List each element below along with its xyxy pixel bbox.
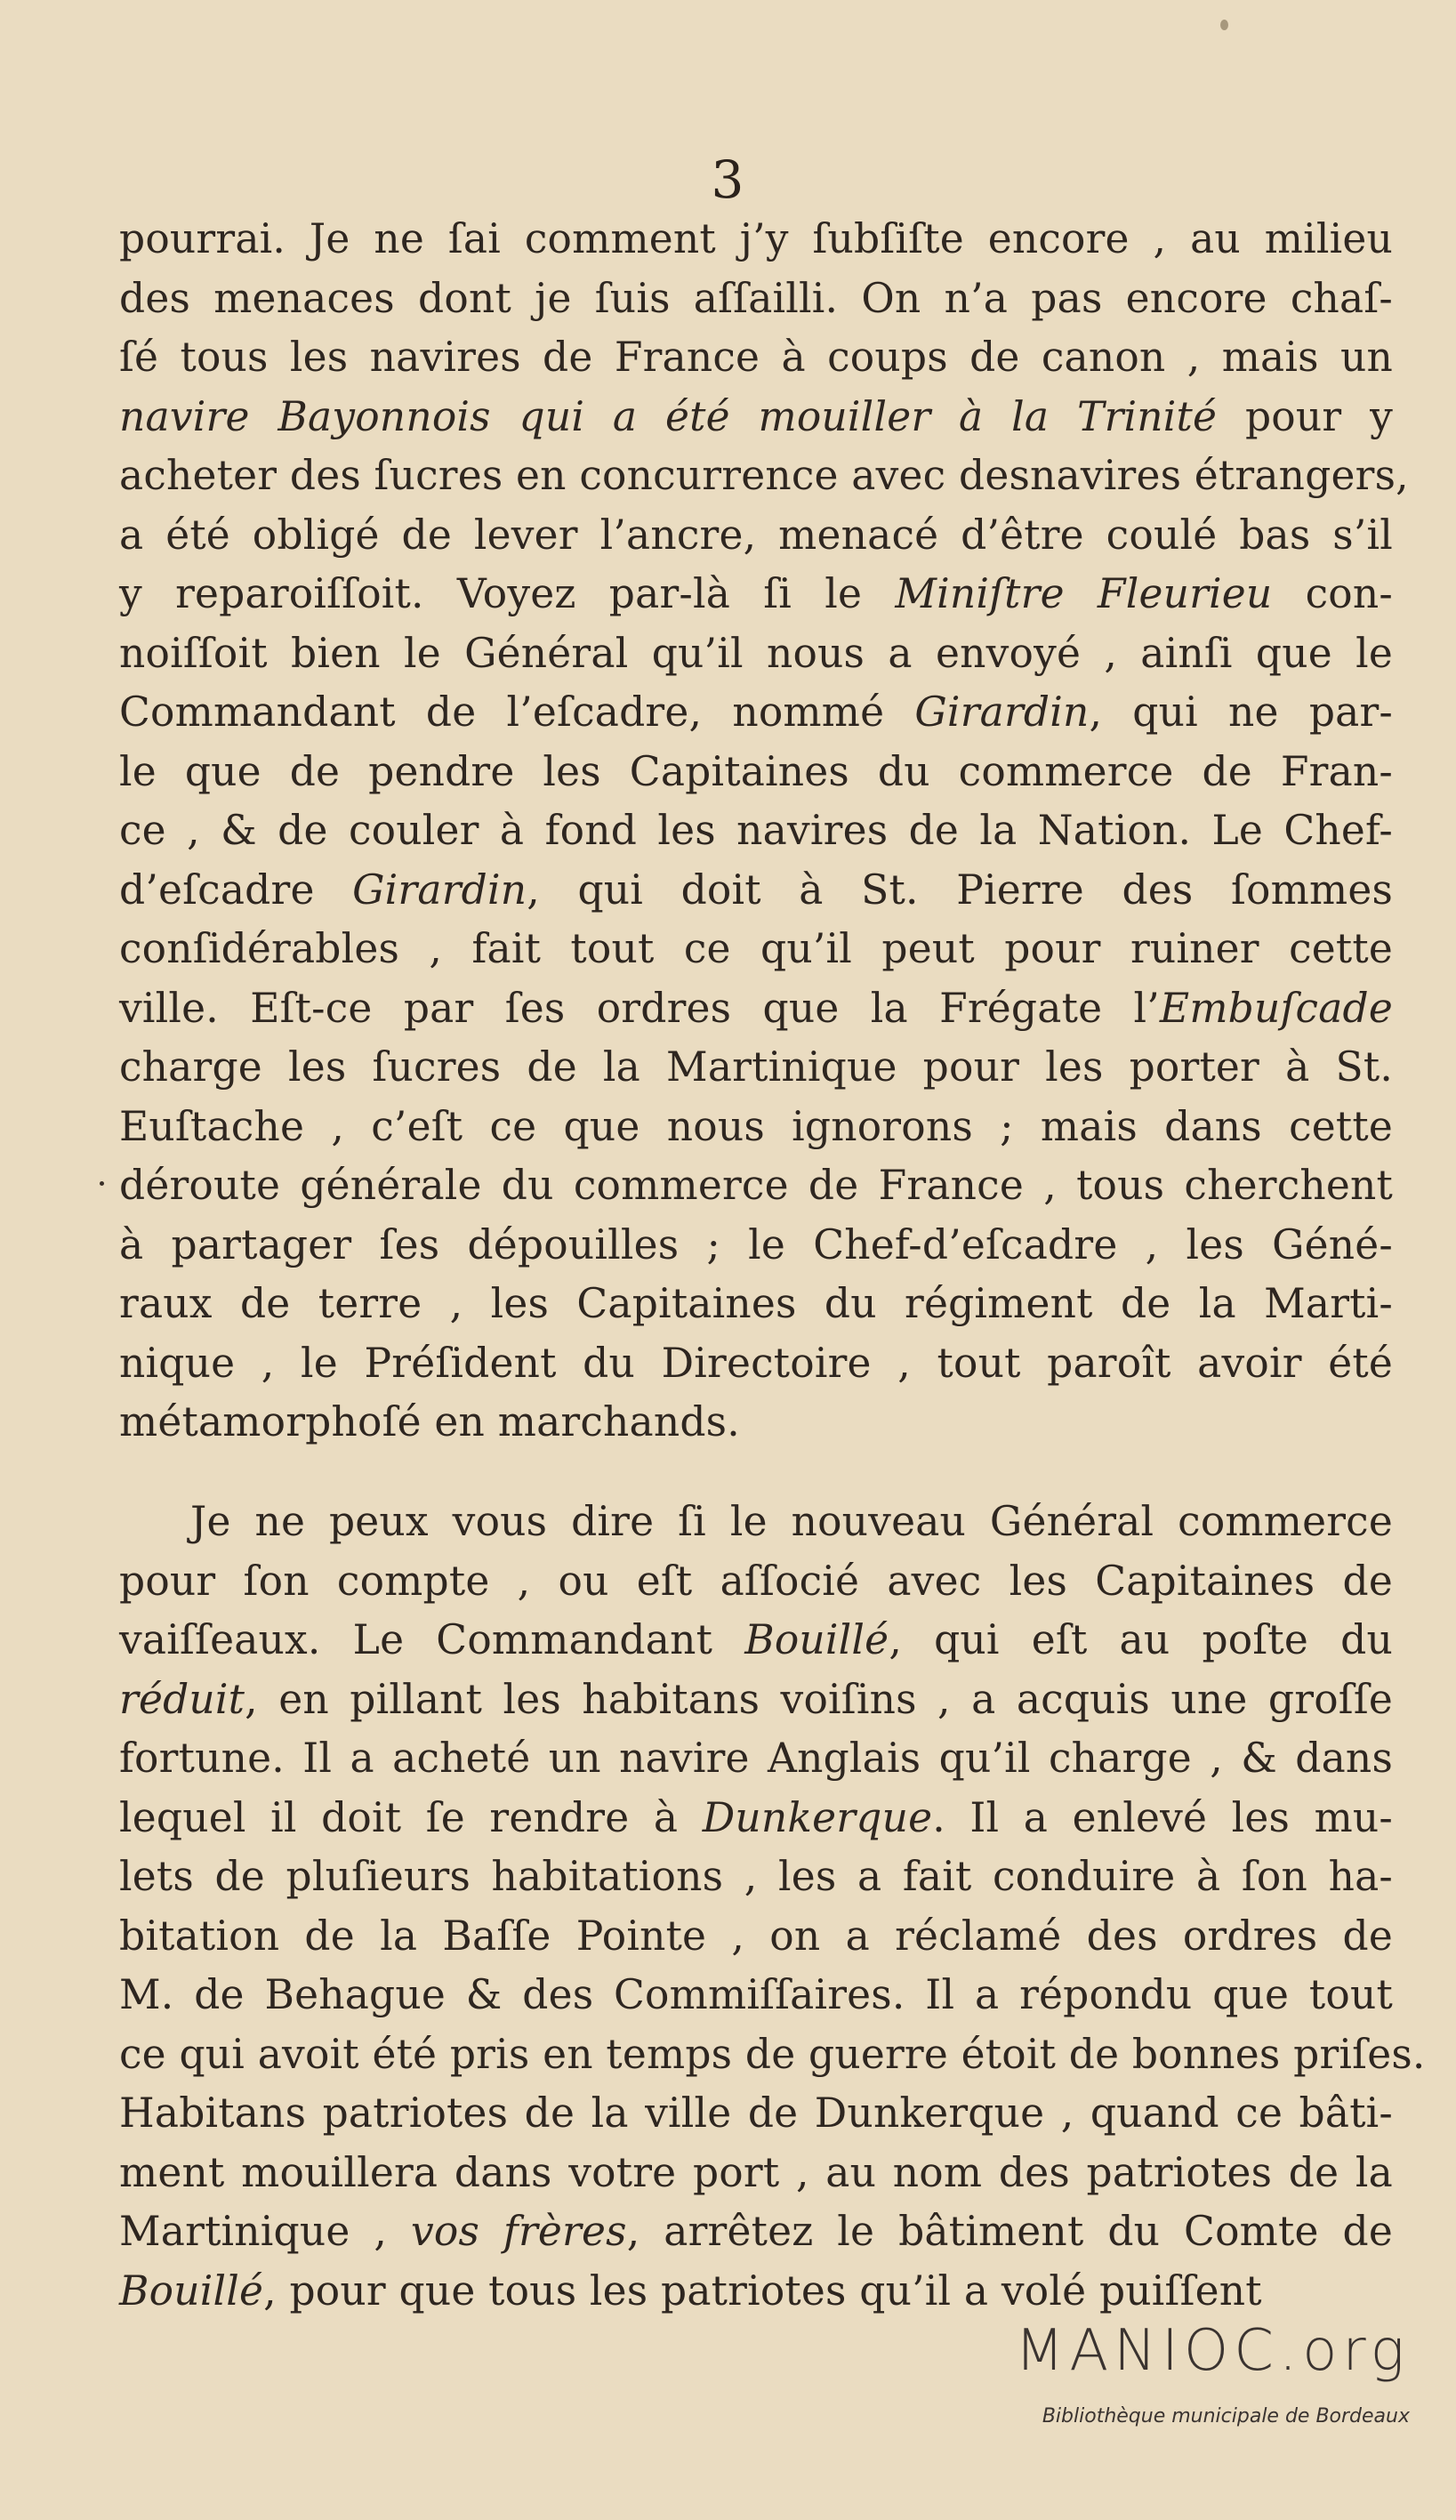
- text-line: [119, 1729, 1393, 1789]
- text-line: [119, 1611, 1393, 1671]
- text-line: [119, 2084, 1393, 2144]
- text-line: [119, 270, 1393, 329]
- text-line: [119, 1493, 1393, 1552]
- italic-segment: vos frères: [410, 2208, 627, 2255]
- text-segment: Commandant de l’eſcadre, nommé: [119, 688, 915, 736]
- text-line: [119, 1966, 1393, 2025]
- italic-segment: Girardin: [352, 865, 527, 914]
- text-line: [119, 565, 1393, 624]
- text-line: [119, 2262, 1393, 2322]
- text-line: [119, 2025, 1426, 2085]
- text-segment: pourrai. Je ne ſai comment j’y ſubſiſte encore , au milieu: [119, 215, 1393, 262]
- text-segment: con-: [1272, 570, 1393, 617]
- text-segment: , en pillant les habitans voiſins , a acquis une groſſe: [245, 1675, 1393, 1723]
- text-segment: vaiſſeaux. Le Commandant: [119, 1616, 745, 1663]
- text-segment: , qui ne par-: [1089, 688, 1393, 736]
- text-segment: M. de Behague & des Commiſſaires. Il a répondu que tout: [119, 1971, 1393, 2018]
- italic-segment: Bouillé: [744, 1616, 889, 1663]
- text-segment: le que de pendre les Capitaines du commerce de Fran-: [119, 747, 1393, 795]
- text-line: [119, 1334, 1393, 1394]
- text-line: [119, 506, 1393, 566]
- italic-segment: Embuſcade: [1159, 984, 1393, 1032]
- text-segment: Martinique ,: [119, 2208, 411, 2255]
- italic-segment: réduit: [119, 1675, 245, 1723]
- text-line: [119, 1907, 1393, 1967]
- text-line: [119, 1038, 1393, 1098]
- text-line: [119, 624, 1393, 684]
- paragraph-1: [119, 210, 1409, 1453]
- text-line: [119, 979, 1393, 1039]
- text-line: [119, 1156, 1393, 1216]
- text-segment: a été obligé de lever l’ancre, menacé d’être coulé bas s’il: [119, 511, 1393, 559]
- text-line: [119, 210, 1393, 270]
- italic-segment: Miniſtre Fleurieu: [895, 570, 1273, 617]
- text-line: [119, 1393, 1393, 1453]
- text-segment: bitation de la Baſſe Pointe , on a réclamé des ordres de: [119, 1912, 1393, 1960]
- text-segment: métamorphoſé en marchands.: [119, 1398, 740, 1445]
- text-line: [119, 447, 1409, 506]
- text-segment: y reparoiſſoit. Voyez par-là ſi le: [119, 570, 896, 617]
- text-segment: acheter des ſucres en concurrence avec desnavires étrangers,: [119, 452, 1409, 499]
- watermark: [1015, 2320, 1410, 2427]
- page-number: 3: [711, 149, 744, 210]
- text-segment: raux de terre , les Capitaines du régiment de la Marti-: [119, 1280, 1393, 1327]
- text-line: [119, 683, 1393, 743]
- italic-segment: Dunkerque: [702, 1793, 933, 1841]
- text-line: [119, 743, 1393, 802]
- text-segment: lequel il doit ſe rendre à: [119, 1793, 703, 1841]
- text-segment: pour ſon compte , ou eſt aſſocié avec les Capitaines de: [119, 1557, 1393, 1605]
- text-line: [119, 1552, 1393, 1612]
- paragraph-2: [119, 1493, 1426, 2321]
- text-segment: , qui doit à St. Pierre des ſommes: [527, 865, 1393, 914]
- paper-speck: [1220, 20, 1228, 30]
- text-segment: . Il a enlevé les mu-: [932, 1793, 1393, 1841]
- text-segment: déroute générale du commerce de France , tous cherchent: [119, 1162, 1393, 1209]
- text-segment: fortune. Il a acheté un navire Anglais qu’il charge , & dans: [119, 1735, 1393, 1782]
- text-segment: Euſtache , c’eſt ce que nous ignorons ; mais dans cette: [119, 1102, 1393, 1150]
- text-segment: charge les ſucres de la Martinique pour les porter à St.: [119, 1043, 1393, 1091]
- text-segment: ce , & de couler à fond les navires de la Nation. Le Chef-: [119, 807, 1393, 854]
- text-line: [119, 801, 1393, 861]
- text-line: [119, 1789, 1393, 1848]
- text-segment: des menaces dont je ſuis aſſailli. On n’a pas encore chaſ-: [119, 274, 1393, 322]
- text-line: [119, 2144, 1393, 2203]
- manioc-logo: MANIOC.org: [1015, 2318, 1410, 2384]
- text-line: [119, 2202, 1393, 2262]
- text-line: [119, 328, 1393, 388]
- italic-segment: Bouillé: [119, 2266, 264, 2315]
- text-segment: à partager ſes dépouilles ; le Chef-d’eſcadre , les Géné-: [119, 1220, 1393, 1268]
- text-segment: Je ne peux vous dire ſi le nouveau Général commerce: [190, 1498, 1393, 1545]
- text-line: [119, 1216, 1393, 1276]
- text-segment: pour y: [1217, 392, 1394, 440]
- text-segment: ce qui avoit été pris en temps de guerre étoit de bonnes priſes.: [119, 2030, 1426, 2078]
- text-segment: ſé tous les navires de France à coups de canon , mais un: [119, 334, 1393, 381]
- text-segment: ville. Eſt-ce par ſes ordres que la Frégate l’: [119, 984, 1160, 1032]
- italic-segment: Girardin: [914, 688, 1090, 736]
- text-segment: , arrêtez le bâtiment du Comte de: [626, 2208, 1393, 2255]
- text-line: [119, 861, 1393, 921]
- text-segment: Habitans patriotes de la ville de Dunkerque , quand ce bâti-: [119, 2089, 1393, 2137]
- library-credit: Bibliothèque municipale de Bordeaux: [1042, 2405, 1410, 2427]
- text-line: [119, 1275, 1393, 1334]
- text-segment: , pour que tous les patriotes qu’il a volé puiſſent: [263, 2266, 1262, 2315]
- text-segment: , qui eſt au poſte du: [889, 1616, 1393, 1663]
- text-line: [119, 1098, 1393, 1157]
- text-line: [119, 1671, 1393, 1730]
- italic-segment: navire Bayonnois qui a été mouiller à la Trinité: [119, 392, 1218, 440]
- text-line: [119, 388, 1393, 447]
- margin-mark: [100, 1181, 104, 1186]
- text-segment: conſidérables , fait tout ce qu’il peut pour ruiner cette: [119, 925, 1393, 972]
- text-segment: d’eſcadre: [119, 865, 353, 914]
- text-line: [119, 1848, 1393, 1907]
- text-segment: nique , le Préſident du Directoire , tout paroît avoir été: [119, 1339, 1393, 1387]
- text-segment: ment mouillera dans votre port , au nom des patriotes de la: [119, 2148, 1393, 2196]
- text-line: [119, 920, 1393, 979]
- text-segment: lets de pluſieurs habitations , les a fait conduire à ſon ha-: [119, 1853, 1393, 1900]
- text-segment: noiſſoit bien le Général qu’il nous a envoyé , ainſi que le: [119, 629, 1393, 677]
